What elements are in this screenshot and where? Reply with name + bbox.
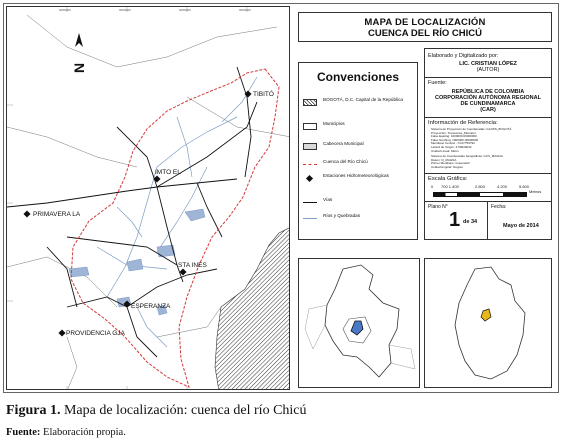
bogota-area <box>215 227 290 390</box>
plate-date: Mayo de 2014 <box>503 223 539 229</box>
red-dashed-line-icon <box>303 164 317 165</box>
station-label: PRIMAVERA LA <box>33 211 81 218</box>
station-marker <box>23 210 80 218</box>
scale-bar <box>433 192 527 197</box>
svg-text:0000000: 0000000 <box>179 8 191 12</box>
source-line3: DE CUNDINAMARCA <box>460 101 516 107</box>
locator-cundinamarca <box>424 258 552 388</box>
black-line-icon <box>303 202 317 203</box>
plate-number: 1 <box>449 209 461 231</box>
dotted-box-icon <box>303 143 317 150</box>
plate-of: de 34 <box>463 219 478 225</box>
north-arrow-icon <box>71 33 87 73</box>
hatch-box-icon <box>303 99 317 106</box>
svg-text:0000000: 0000000 <box>119 8 131 12</box>
svg-text:0000000: 0000000 <box>239 8 251 12</box>
blue-line-icon <box>303 218 317 219</box>
source-line4: (CAR) <box>480 107 496 113</box>
svg-text:N: N <box>71 62 87 73</box>
station-label: PROVIDENCIA GJA <box>66 330 125 337</box>
station-label: IMTO EL <box>155 169 181 176</box>
reference-heading: Información de Referencia: <box>428 120 498 126</box>
figure-source: Fuente: Elaboración propia. <box>6 427 126 438</box>
legend-box: Convenciones BOGOTÁ, D.C. Capital de la República Municipios Cabecera Municipal Cuenca del Río Chicú Estaciones Hidrometeorológicas Vías Ríos y Quebradas <box>298 62 418 240</box>
author-name: LIC. CRISTIAN LÓPEZ <box>459 61 517 67</box>
author-role: (AUTOR) <box>476 67 500 73</box>
diamond-marker-icon <box>23 210 30 217</box>
date-label: Fecha: <box>491 204 507 210</box>
plate-label: Plano N° <box>428 204 448 210</box>
station-label: ESPERANZA <box>131 303 171 310</box>
basin-highlight <box>481 309 491 321</box>
cundinamarca-highlight <box>351 321 363 335</box>
scale-heading: Escala Gráfica: <box>428 176 468 182</box>
empty-box-icon <box>303 123 317 130</box>
map-title-line1: MAPA DE LOCALIZACIÓN <box>364 17 486 28</box>
author-heading: Elaborado y Digitalizado por: <box>428 53 499 59</box>
source-heading: Fuente: <box>428 80 447 86</box>
map-canvas <box>7 7 290 390</box>
diamond-marker-icon <box>306 175 313 182</box>
source-line2: CORPORACIÓN AUTÓNOMA REGIONAL <box>435 95 541 101</box>
station-label: STA INES <box>178 262 207 269</box>
legend-title: Convenciones <box>316 70 400 84</box>
locator-colombia <box>298 258 420 388</box>
main-map <box>6 6 290 390</box>
station-label: TIBITÓ <box>253 91 274 98</box>
svg-text:0000000: 0000000 <box>59 8 71 12</box>
station-marker <box>123 300 171 310</box>
figure-caption: Figura 1. Mapa de localización: cuenca del río Chicú <box>6 403 307 418</box>
diamond-marker-icon <box>58 329 65 336</box>
map-title-line2: CUENCA DEL RÍO CHICÚ <box>367 28 482 39</box>
info-panel: Elaborado y Digitalizado por: LIC. CRISTIAN LÓPEZ (AUTOR) Fuente: REPÚBLICA DE COLOMBIA CORPORACIÓN AUTÓNOMA REGIONAL DE CUNDINAMARCA (CAR) Información de Referencia: Sistema de Proyección de Coordenadas: GAUSS_BOGOTÁ Proyección: Transverse_Mercator False Easting: 1000000.00000000 False Northing: 1000000.00000000 Meridiano Central: -74.07750792 Latitud de Origen: 4.59620042 Unidad Lineal: Metro Sistema de Coordenadas Geográficas: GCS_MAGNA Datum: D_MAGNA Primer Meridiano: Greenwich Unidad Angular: Degree Escala Gráfica: 0 700 1.400 2.800 4.200 5.600 Metros Plano N° 1 de 34 Fecha: Mayo de 2014 <box>424 48 552 240</box>
source-line1: REPÚBLICA DE COLOMBIA <box>451 89 525 95</box>
map-title-box <box>298 12 552 42</box>
station-marker <box>58 329 125 337</box>
